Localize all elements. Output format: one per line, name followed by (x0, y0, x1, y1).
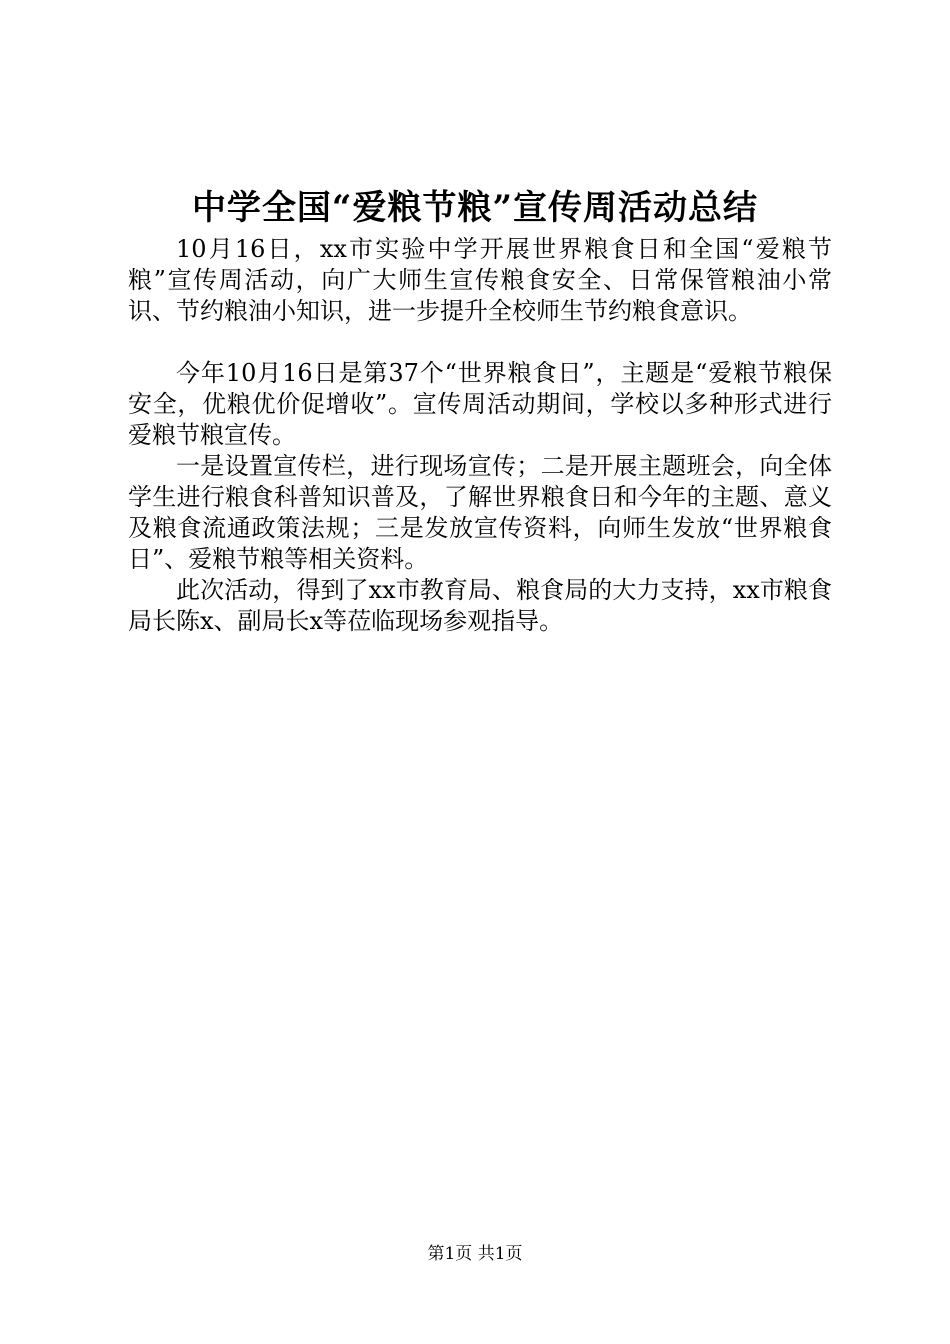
document-title: 中学全国“爱粮节粮”宣传周活动总结 (191, 188, 759, 228)
paragraph-3: 一是设置宣传栏，进行现场宣传；二是开展主题班会，向全体学生进行粮食科普知识普及，了解世界粮食日和今年的主题、意义及粮食流通政策法规；三是发放宣传资料，向师生发放“世界粮食日”、爱粮节粮等相关资料。 (128, 452, 832, 573)
document-body (128, 234, 832, 637)
paragraph-2: 今年10月16日是第37个“世界粮食日”，主题是“爱粮节粮保安全，优粮优价促增收”。宣传周活动期间，学校以多种形式进行爱粮节粮宣传。 (128, 359, 832, 449)
page-footer: 第1页 共1页 (427, 1244, 523, 1264)
paragraph-1: 10月16日，xx市实验中学开展世界粮食日和全国“爱粮节粮”宣传周活动，向广大师生宣传粮食安全、日常保管粮油小常识、节约粮油小知识，进一步提升全校师生节约粮食意识。 (128, 235, 832, 325)
paragraph-4: 此次活动，得到了xx市教育局、粮食局的大力支持，xx市粮食局长陈x、副局长x等莅临现场参观指导。 (128, 576, 832, 635)
